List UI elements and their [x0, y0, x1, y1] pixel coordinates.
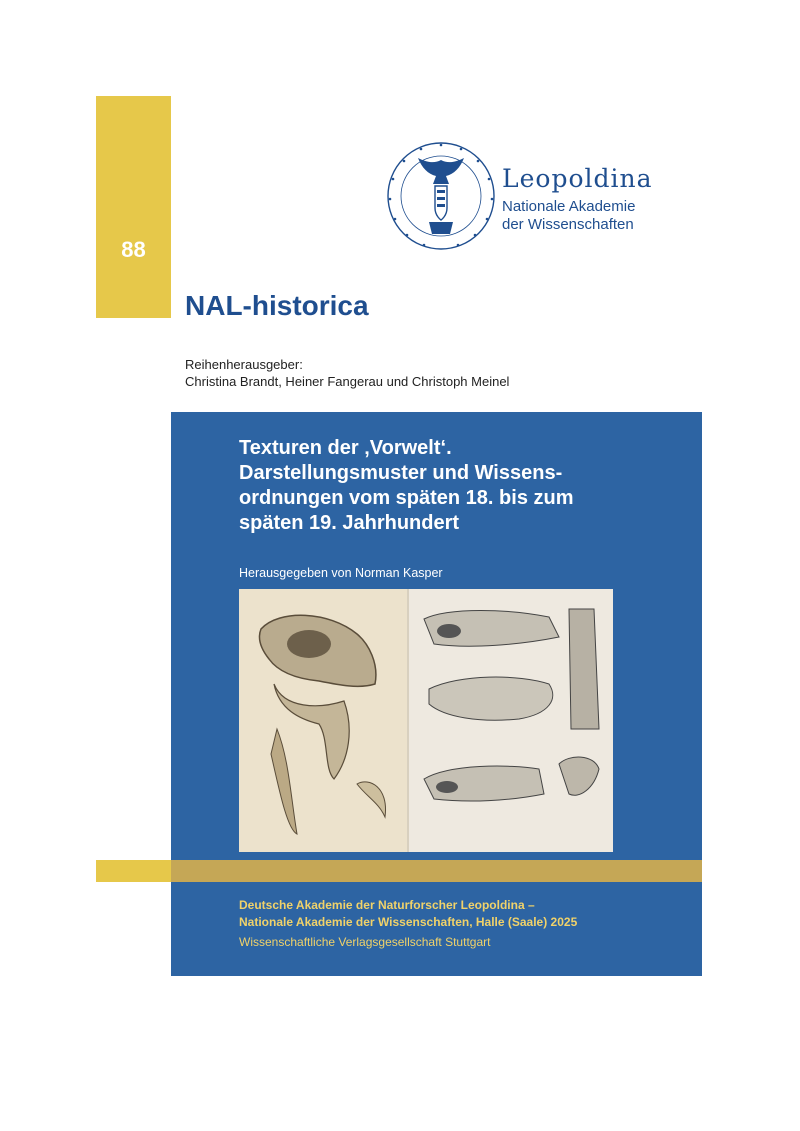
leopoldina-seal-icon [386, 134, 496, 258]
book-editor: Herausgegeben von Norman Kasper [239, 566, 443, 580]
book-title [239, 436, 679, 536]
logo-subtitle-line1: Nationale Akademie [502, 198, 636, 215]
series-title: NAL-historica [185, 290, 369, 321]
publisher-line3: Wissenschaftliche Verlagsgesellschaft Stuttgart [239, 935, 491, 949]
leopoldina-logo [386, 134, 656, 258]
book-title-line: späten 19. Jahrhundert [239, 512, 460, 534]
skull-drawing-icon [239, 589, 407, 852]
logo-name: Leopoldina [502, 164, 653, 193]
series-number: 88 [121, 237, 146, 262]
book-title-line: ordnungen vom späten 18. bis zum [239, 487, 574, 509]
accent-bar-overlay [171, 860, 702, 882]
series-number-block [96, 96, 171, 318]
series-editors-label: Reihenherausgeber: [185, 357, 303, 372]
cover-illustration [239, 589, 613, 852]
logo-subtitle-line2: der Wissenschaften [502, 216, 634, 233]
cover-panel [171, 412, 702, 976]
fossil-plate-left [239, 589, 407, 852]
skull-views-drawing-icon [409, 589, 613, 852]
publisher-line1: Deutsche Akademie der Naturforscher Leopoldina – [239, 898, 535, 912]
book-title-line: Darstellungsmuster und Wissens- [239, 462, 563, 484]
series-editors-names: Christina Brandt, Heiner Fangerau und Christoph Meinel [185, 374, 510, 389]
publisher-line2: Nationale Akademie der Wissenschaften, Halle (Saale) 2025 [239, 915, 578, 929]
book-title-line: Texturen der ‚Vorwelt‘. [239, 437, 452, 459]
fossil-plate-right [409, 589, 613, 852]
